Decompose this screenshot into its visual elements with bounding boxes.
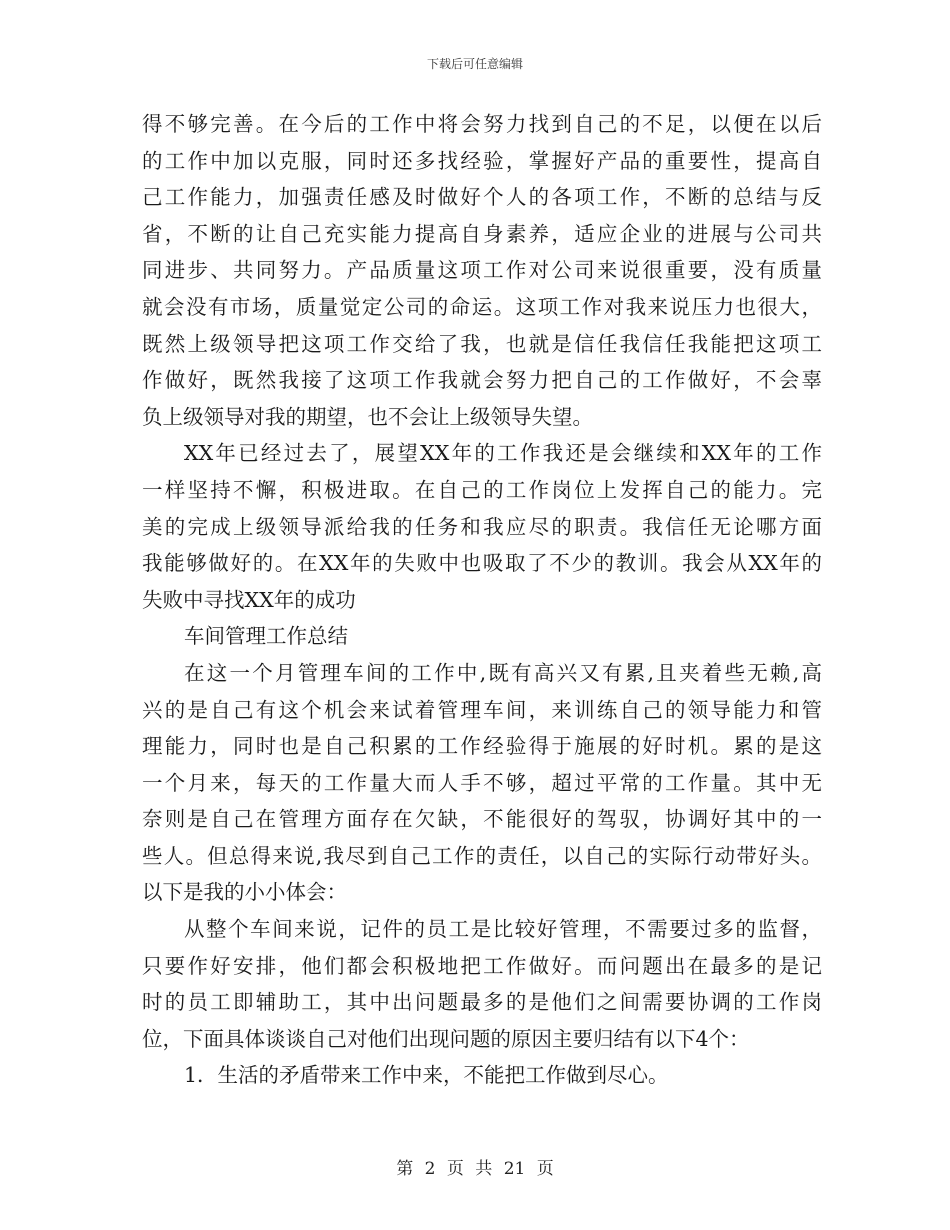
paragraph (142, 911, 822, 1057)
list-item (142, 1057, 822, 1094)
text-line: 些人。但总得来说,我尽到自己工作的责任，以自己的实际行动带好头。 (142, 843, 822, 868)
page-header: 下载后可任意编辑 (426, 57, 523, 71)
text-line: 得不够完善。在今后的工作中将会努力找到自己的不足，以便在以后 (142, 112, 822, 136)
paragraph (142, 655, 822, 911)
text-line: 失败中寻找XX年的成功 (142, 587, 356, 612)
text-line: 作做好，既然我接了这项工作我就会努力把自己的工作做好，不会辜 (142, 368, 822, 393)
text-line: 同进步、共同努力。产品质量这项工作对公司来说很重要，没有质量 (142, 258, 822, 283)
text-line: 只要作好安排，他们都会积极地把工作做好。而问题出在最多的是记 (142, 953, 822, 978)
text-line: 理能力，同时也是自己积累的工作经验得于施展的好时机。累的是这 (142, 734, 822, 759)
text-line: 负上级领导对我的期望，也不会让上级领导失望。 (142, 404, 593, 429)
text-line: 奈则是自己在管理方面存在欠缺，不能很好的驾驭，协调好其中的一 (142, 807, 822, 832)
text-line: XX年已经过去了，展望XX年的工作我还是会继续和XX年的工作 (184, 441, 822, 466)
section-title: 车间管理工作总结 (184, 624, 348, 649)
text-line: 既然上级领导把这项工作交给了我，也就是信任我信任我能把这项工 (142, 331, 822, 356)
text-line: 兴的是自己有这个机会来试着管理车间，来训练自己的领导能力和管 (142, 697, 822, 722)
section-heading (142, 618, 822, 655)
paragraph (142, 435, 822, 618)
text-line: 己工作能力，加强责任感及时做好个人的各项工作，不断的总结与反 (142, 185, 822, 210)
page-number: 第 2 页 共 21 页 (396, 1159, 554, 1179)
text-line: 就会没有市场，质量觉定公司的命运。这项工作对我来说压力也很大， (142, 294, 822, 319)
paragraph (142, 106, 822, 435)
text-line: 以下是我的小小体会： (142, 880, 347, 905)
text-line: 的工作中加以克服，同时还多找经验，掌握好产品的重要性，提高自 (142, 148, 822, 173)
document-body (142, 106, 822, 1094)
text-line: 一个月来，每天的工作量大而人手不够，超过平常的工作量。其中无 (142, 770, 822, 795)
text-line: 一样坚持不懈，积极进取。在自己的工作岗位上发挥自己的能力。完 (142, 477, 822, 502)
text-line: 时的员工即辅助工，其中出问题最多的是他们之间需要协调的工作岗 (142, 990, 822, 1015)
text-line: 从整个车间来说，记件的员工是比较好管理，不需要过多的监督， (184, 917, 822, 942)
text-line: 我能够做好的。在XX年的失败中也吸取了不少的教训。我会从XX年的 (142, 551, 822, 576)
text-line: 1．生活的矛盾带来工作中来，不能把工作做到尽心。 (184, 1063, 669, 1088)
text-line: 省，不断的让自己充实能力提高自身素养，适应企业的进展与公司共 (142, 221, 822, 246)
text-line: 美的完成上级领导派给我的任务和我应尽的职责。我信任无论哪方面 (142, 514, 822, 539)
text-line: 位，下面具体谈谈自己对他们出现问题的原因主要归结有以下4个： (142, 1026, 750, 1051)
text-line: 在这一个月管理车间的工作中,既有高兴又有累,且夹着些无赖,高 (184, 660, 822, 685)
